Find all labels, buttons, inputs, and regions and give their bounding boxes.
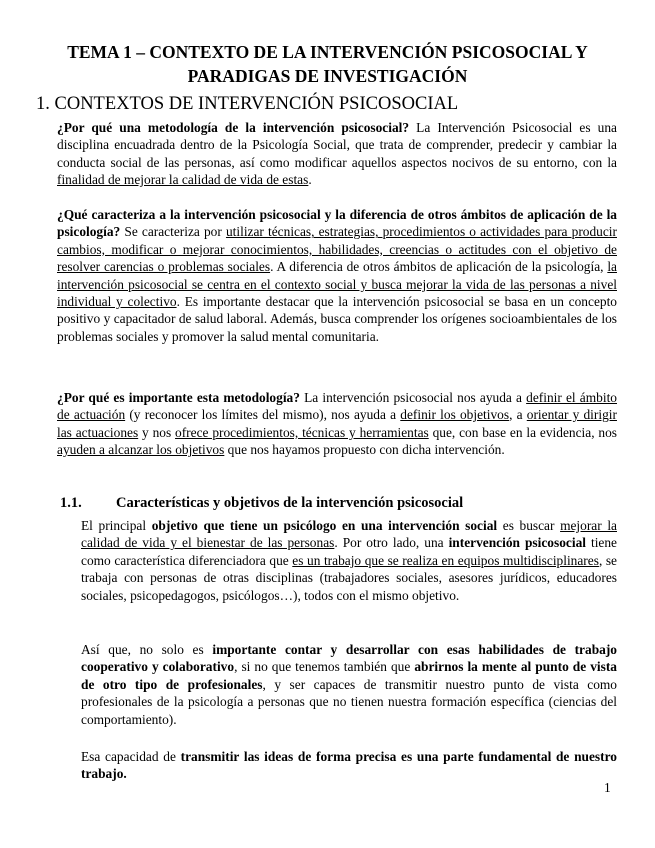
section-1-1-title: Características y objetivos de la intervención psicosocial [116, 495, 464, 511]
page-number: 1 [604, 780, 611, 795]
title-line-1: TEMA 1 – CONTEXTO DE LA INTERVENCIÓN PSICOSOCIAL Y [67, 42, 588, 62]
paragraph-importancia: ¿Por qué es importante esta metodología? La intervención psicosocial nos ayuda a definir el ámbito de actuación (y reconocer los límites del mismo), nos ayuda a definir los objetivos, a orientar y dirigir las actuaciones y nos ofrece procedimientos, técnicas y herramientas que, con base en la evidencia, nos ayuden a alcanzar los objetivos que nos hayamos propuesto con dicha intervención. [57, 390, 618, 458]
paragraph-trabajo-cooperativo: Así que, no solo es importante contar y desarrollar con esas habilidades de trabajo cooperativo y colaborativo, si no que tenemos también que abrirnos la mente al punto de vista de otro tipo de profesionales, y ser capaces de transmitir nuestro punto de vista como profesionales de la psicología a personas que no tienen nuestra formación específica (ciencias del comportamiento). [81, 642, 618, 727]
question-1: ¿Por qué una metodología de la intervención psicosocial? [57, 120, 410, 135]
question-3: ¿Por qué es importante esta metodología? [57, 390, 300, 405]
section-1-1-heading [60, 495, 463, 512]
paragraph-objetivo: El principal objetivo que tiene un psicólogo en una intervención social es buscar mejorar la calidad de vida y el bienestar de las personas. Por otro lado, una intervención psicosocial tiene como característica diferenciadora que es un trabajo que se realiza en equipos multidisciplinares, se trabaja con personas de otras disciplinas (trabajadores sociales, asesores jurídicos, educadores sociales, psicopedagogos, psicólogos…), todos con el mismo objetivo. [81, 518, 618, 603]
section-1-1-number: 1.1. [60, 495, 82, 511]
paragraph-metodologia: ¿Por qué una metodología de la intervención psicosocial? La Intervención Psicosocial es una disciplina encuadrada dentro de la Psicología Social, que trata de comprender, predecir y cambiar la conducta social de las personas, así como modificar aquellos aspectos nocivos de su entorno, con la finalidad de mejorar la calidad de vida de estas. [57, 120, 617, 188]
paragraph-caracteriza: ¿Qué caracteriza a la intervención psicosocial y la diferencia de otros ámbitos de aplicación de la psicología? Se caracteriza por utilizar técnicas, estrategias, procedimientos o actividades para producir cambios, modificar o mejorar conocimientos, habilidades, creencias o actitudes con el objetivo de resolver carencias o problemas sociales. A diferencia de otros ámbitos de aplicación de la psicología, la intervención psicosocial se centra en el contexto social y busca mejorar la vida de las personas a nivel individual y colectivo. Es importante destacar que la intervención psicosocial se basa en un concepto positivo y capacitador de salud laboral. Además, busca comprender los orígenes socioambientales de los problemas sociales y promover la salud mental comunitaria. [57, 207, 617, 344]
question-2: ¿Qué caracteriza a la intervención psicosocial y la diferencia de otros ámbitos de aplicación de la psicología? [57, 207, 617, 240]
title-line-2: PARADIGAS DE INVESTIGACIÓN [187, 66, 468, 86]
section-1-heading: 1. CONTEXTOS DE INTERVENCIÓN PSICOSOCIAL [36, 94, 459, 114]
paragraph-transmitir-ideas: Esa capacidad de transmitir las ideas de forma precisa es una parte fundamental de nuestro trabajo. [81, 749, 617, 782]
document-title [30, 40, 625, 88]
